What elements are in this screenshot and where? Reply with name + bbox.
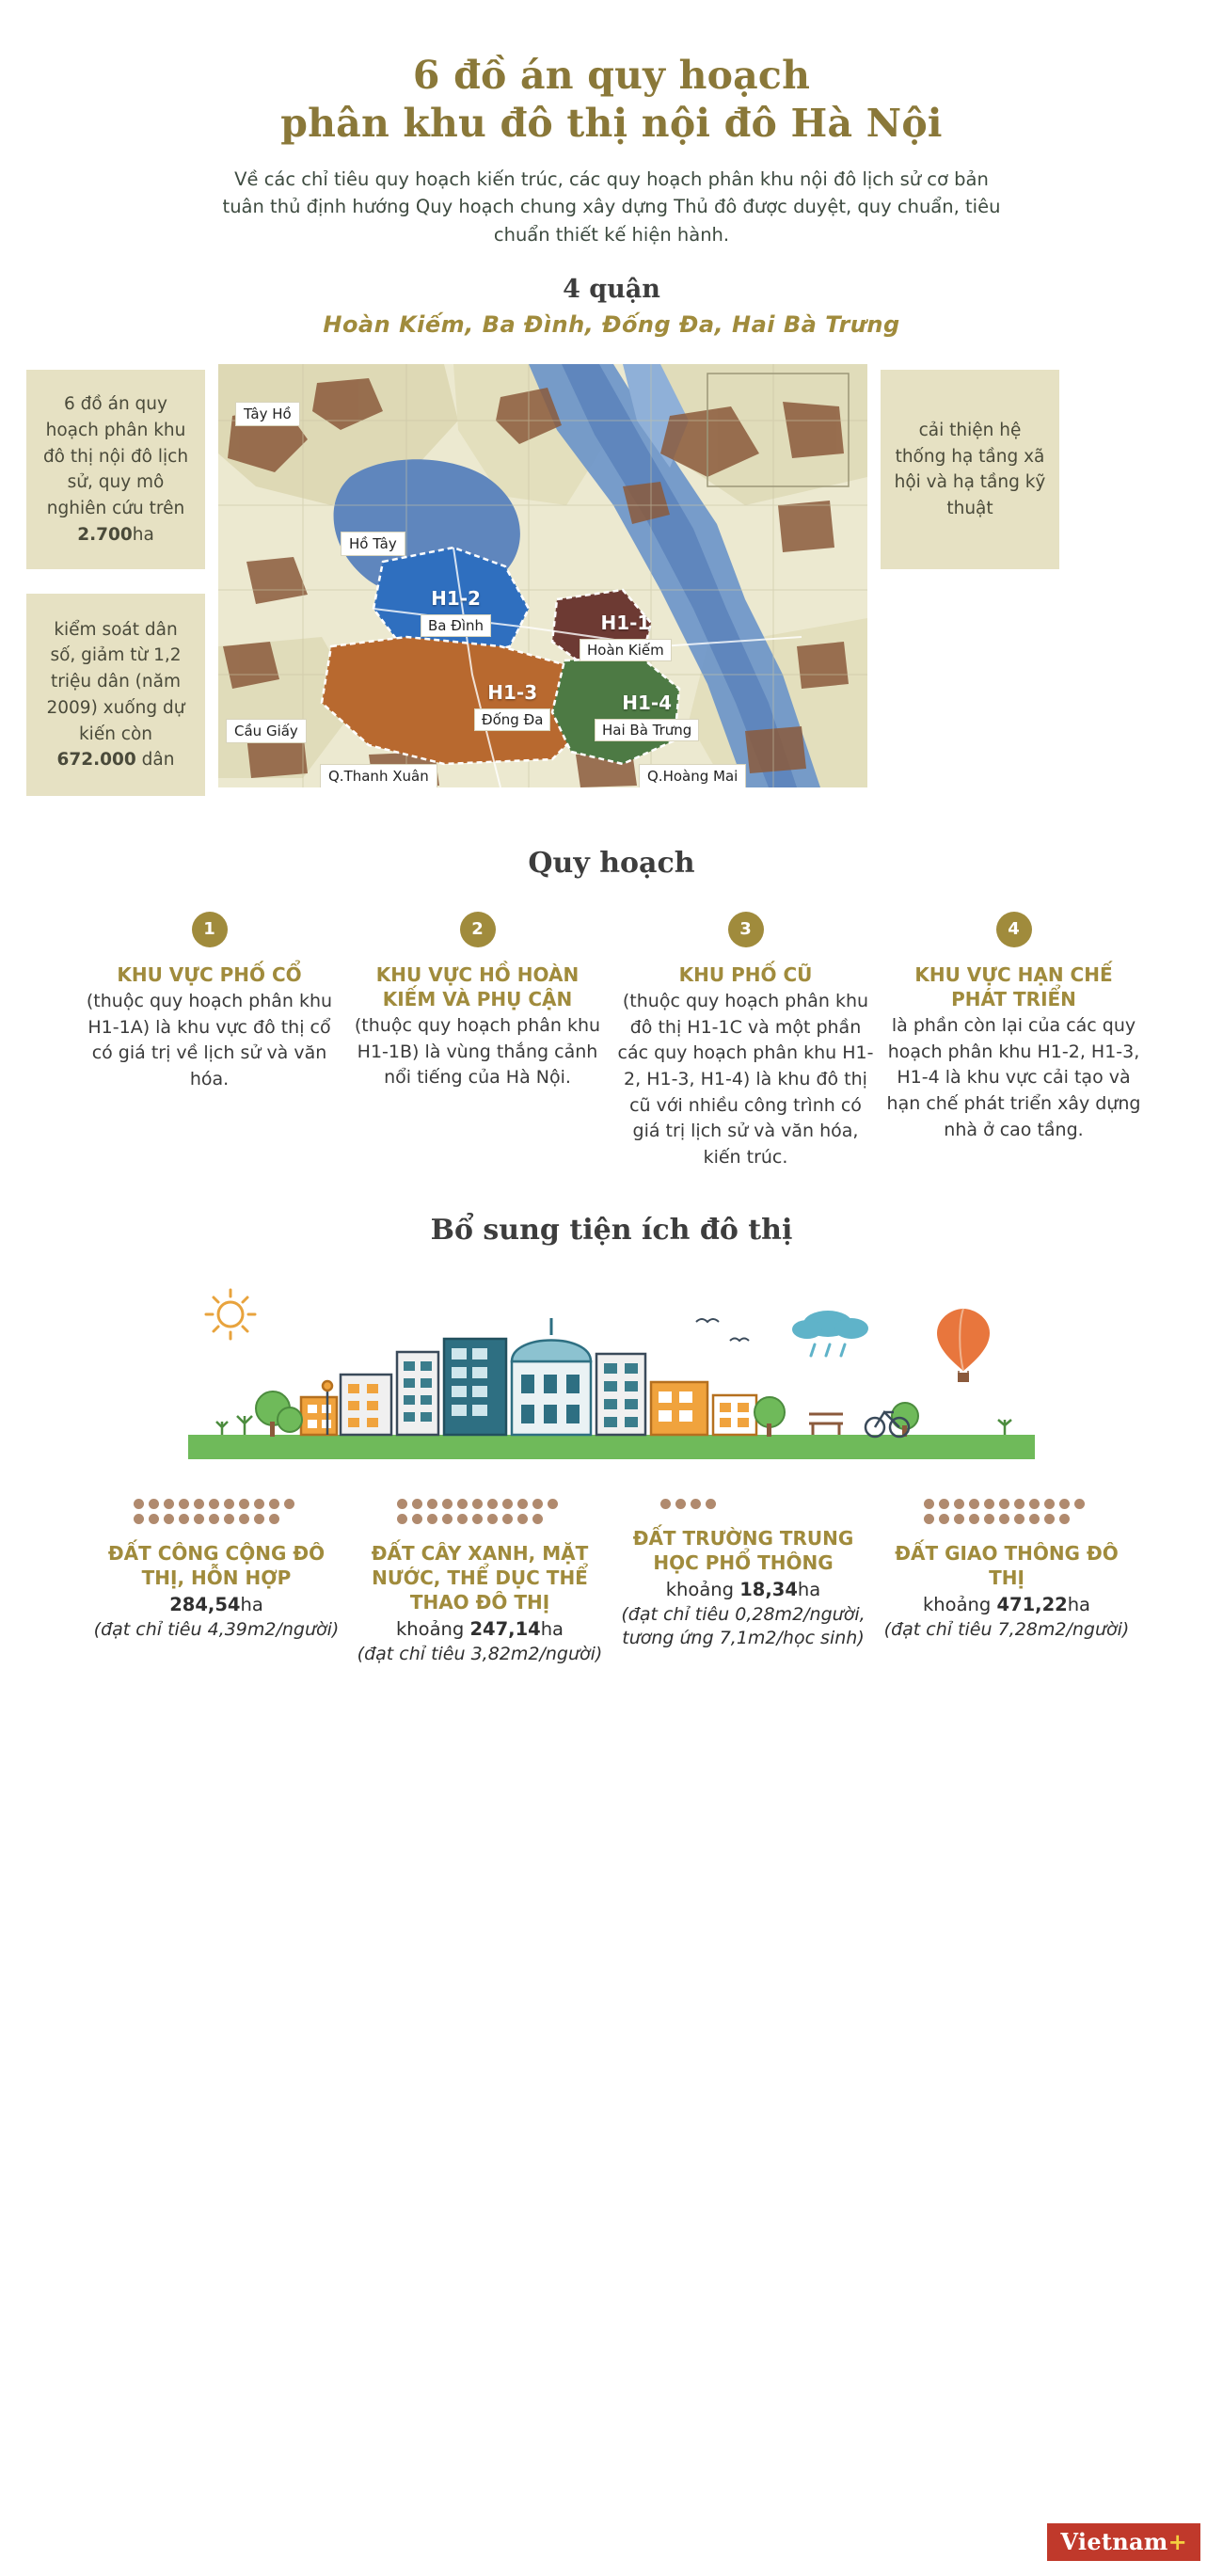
stat-title-public-land: ĐẤT CÔNG CỘNG ĐÔ THỊ, HỖN HỢP	[107, 1542, 326, 1590]
stat-value-public-land	[88, 1592, 344, 1617]
stat-title-transport-land: ĐẤT GIAO THÔNG ĐÔ THỊ	[895, 1542, 1119, 1590]
vietnamplus-logo[interactable]	[1047, 2523, 1200, 2561]
zone-district-dong-da: Đống Đa	[474, 708, 550, 731]
zone-district-ba-dinh: Ba Đình	[421, 614, 491, 637]
note-scale-text-2: ha	[132, 524, 154, 545]
stat-dots-public-land	[134, 1499, 299, 1524]
note-infrastructure-text: cải thiện hệ thống hạ tầng xã hội và hạ tầng kỹ thuật	[894, 420, 1046, 519]
note-scale-value: 2.700	[77, 524, 133, 545]
stat-prefix-transport-land: khoảng	[922, 1594, 997, 1616]
zone-label-h1-3[interactable]	[474, 681, 550, 731]
logo-plus: +	[1167, 2528, 1187, 2555]
stat-green-land	[352, 1499, 608, 1666]
amenity-stats	[0, 1472, 1223, 1666]
stat-transport-land	[879, 1499, 1135, 1666]
left-notes-column	[26, 364, 205, 796]
zone-code-h1-2: H1-2	[431, 587, 481, 611]
zone-label-h1-2[interactable]	[421, 587, 491, 637]
card-title-3: KHU PHỐ CŨ	[678, 963, 813, 987]
map-label-ho-tay: Hồ Tây	[341, 532, 405, 556]
planning-card-1	[80, 912, 339, 1170]
city-skyline-graphic	[132, 1284, 1091, 1472]
map-label-hoang-mai: Q.Hoàng Mai	[639, 764, 746, 787]
stat-public-land	[88, 1499, 344, 1666]
zone-code-h1-4: H1-4	[622, 692, 673, 715]
card-badge-3: 3	[728, 912, 764, 947]
planning-cards	[0, 912, 1223, 1170]
header	[0, 0, 1223, 338]
card-title-2: KHU VỰC HỒ HOÀN KIẾM VÀ PHỤ CẬN	[375, 963, 580, 1011]
districts-count: 4 quận	[563, 275, 660, 305]
stat-value-school-land	[615, 1577, 871, 1602]
stat-note-green-land: (đạt chỉ tiêu 3,82m2/người)	[357, 1643, 603, 1664]
stat-prefix-green-land: khoảng	[395, 1618, 470, 1641]
stat-number-transport-land: 471,22	[996, 1594, 1068, 1616]
planning-card-4	[884, 912, 1143, 1170]
note-box-scale	[26, 370, 205, 569]
stat-number-school-land: 18,34	[739, 1579, 798, 1601]
card-body-2: (thuộc quy hoạch phân khu H1-1B) là vùng thắng cảnh nổi tiếng của Hà Nội.	[354, 1015, 601, 1089]
hanoi-zone-map[interactable]	[218, 364, 867, 787]
stat-dots-school-land	[660, 1499, 826, 1509]
stat-title-green-land: ĐẤT CÂY XANH, MẶT NƯỚC, THỂ DỤC THỂ THAO ĐÔ THỊ	[371, 1542, 589, 1614]
card-body-1: (thuộc quy hoạch phân khu H1-1A) là khu vực đô thị cổ có giá trị về lịch sử và văn hóa.	[86, 991, 333, 1090]
districts-list: Hoàn Kiếm, Ba Đình, Đống Đa, Hai Bà Trưng	[323, 311, 900, 339]
card-title-4: KHU VỰC HẠN CHẾ PHÁT TRIỂN	[914, 963, 1113, 1011]
card-title-1: KHU VỰC PHỐ CỔ	[117, 963, 302, 987]
zone-district-hai-ba-trung: Hai Bà Trưng	[595, 719, 699, 741]
zone-code-h1-3: H1-3	[487, 681, 538, 705]
note-population-value: 672.000	[56, 750, 136, 771]
note-box-population	[26, 594, 205, 796]
note-scale-text-1: 6 đồ án quy hoạch phân khu đô thị nội đô lịch sử, quy mô nghiên cứu trên	[42, 394, 189, 519]
stat-number-public-land: 284,54	[169, 1594, 241, 1616]
note-box-infrastructure	[881, 370, 1059, 569]
page-subtitle: Về các chỉ tiêu quy hoạch kiến trúc, các quy hoạch phân khu nội đô lịch sử cơ bản tuân thủ định hướng Quy hoạch chung xây dựng Thủ đô được duyệt, quy chuẩn, tiêu chuẩn thiết kế hiện hành.	[222, 167, 1001, 246]
stat-suffix-public-land: ha	[240, 1594, 263, 1616]
card-body-3: (thuộc quy hoạch phân khu đô thị H1-1C và một phần các quy hoạch phân khu H1-2, H1-3, H1-4) là khu đô thị cũ với nhiều công trình có giá trị lịch sử và văn hóa, kiến trúc.	[617, 991, 874, 1168]
title-line-1: 6 đồ án quy hoạch	[412, 53, 811, 98]
page-title	[85, 52, 1138, 149]
stat-value-transport-land	[879, 1592, 1135, 1617]
stat-school-land	[615, 1499, 871, 1666]
planning-section-title: Quy hoạch	[528, 847, 695, 881]
stat-dots-transport-land	[924, 1499, 1089, 1524]
title-line-2: phân khu đô thị nội đô Hà Nội	[280, 101, 943, 147]
footer	[1047, 2523, 1200, 2561]
stat-note-school-land: (đạt chỉ tiêu 0,28m2/người, tương ứng 7,1m2/học sinh)	[621, 1603, 866, 1649]
logo-text: Vietnam	[1060, 2528, 1168, 2555]
stat-suffix-green-land: ha	[540, 1618, 564, 1641]
stat-value-green-land	[352, 1616, 608, 1642]
stat-dots-green-land	[397, 1499, 563, 1524]
card-badge-4: 4	[996, 912, 1032, 947]
map-label-thanh-xuan: Q.Thanh Xuân	[320, 764, 437, 787]
map-section	[0, 364, 1223, 796]
map-label-cau-giay: Cầu Giấy	[226, 719, 307, 743]
stat-note-public-land: (đạt chỉ tiêu 4,39m2/người)	[93, 1618, 340, 1640]
amenities-section-title: Bổ sung tiện ích đô thị	[430, 1214, 793, 1248]
zone-label-h1-4[interactable]	[595, 692, 699, 741]
card-badge-1: 1	[192, 912, 228, 947]
zone-code-h1-1: H1-1	[600, 612, 651, 635]
stat-title-school-land: ĐẤT TRƯỜNG TRUNG HỌC PHỔ THÔNG	[632, 1527, 854, 1575]
city-illustration	[0, 1284, 1223, 1472]
card-body-4: là phần còn lại của các quy hoạch phân khu H1-2, H1-3, H1-4 là khu vực cải tạo và hạn chế phát triển xây dựng nhà ở cao tầng.	[886, 1015, 1141, 1140]
planning-card-2	[348, 912, 607, 1170]
right-notes-column	[881, 364, 1059, 569]
stat-prefix-school-land: khoảng	[665, 1579, 740, 1601]
zone-district-hoan-kiem: Hoàn Kiếm	[580, 639, 672, 661]
zone-label-h1-1[interactable]	[580, 612, 672, 661]
stat-suffix-school-land: ha	[797, 1579, 821, 1601]
map-label-tay-ho: Tây Hồ	[235, 402, 300, 426]
stat-suffix-transport-land: ha	[1067, 1594, 1091, 1616]
note-population-text-2: dân	[135, 750, 175, 771]
stat-note-transport-land: (đạt chỉ tiêu 7,28m2/người)	[883, 1618, 1130, 1640]
planning-card-3	[616, 912, 875, 1170]
stat-number-green-land: 247,14	[469, 1618, 541, 1641]
card-badge-2: 2	[460, 912, 496, 947]
note-population-text-1: kiểm soát dân số, giảm từ 1,2 triệu dân (năm 2009) xuống dự kiến còn	[46, 619, 185, 744]
